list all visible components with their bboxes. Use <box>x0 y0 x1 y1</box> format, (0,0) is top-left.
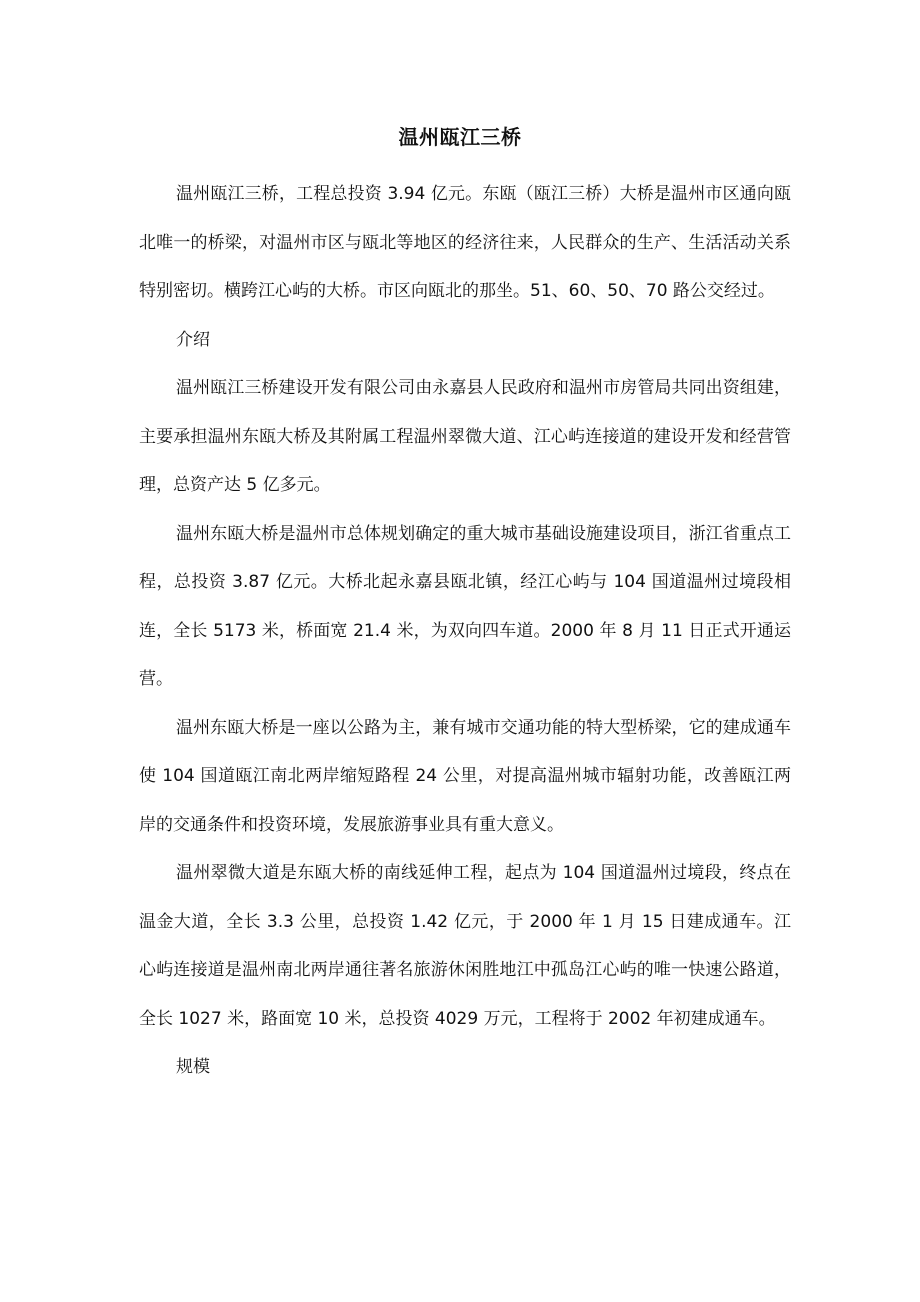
section-heading-scale: 规模 <box>176 1057 210 1077</box>
paragraph-overview: 温州瓯江三桥，工程总投资 3.94 亿元。东瓯（瓯江三桥）大桥是温州市区通向瓯北唯一的桥梁，对温州市区与瓯北等地区的经济往来，人民群众的生产、生活活动关系特别密切。横跨江心屿的大桥。市区向瓯北的那坐。51、60、50、70 路公交经过。 <box>139 184 791 301</box>
paragraph-bridge-significance: 温州东瓯大桥是一座以公路为主，兼有城市交通功能的特大型桥梁，它的建成通车使 104 国道瓯江南北两岸缩短路程 24 公里，对提高温州城市辐射功能，改善瓯江两岸的交通条件和投资环境，发展旅游事业具有重大意义。 <box>139 717 791 835</box>
paragraph-cuiwei-avenue: 温州翠微大道是东瓯大桥的南线延伸工程，起点为 104 国道温州过境段，终点在温金大道，全长 3.3 公里，总投资 1.42 亿元，于 2000 年 1 月 15 日建成通车。江心屿连接道是温州南北两岸通往著名旅游休闲胜地江中孤岛江心屿的唯一快速公路道，全长 1027 米，路面宽 10 米，总投资 4029 万元，工程将于 2002 年初建成通车。 <box>139 863 791 1029</box>
section-heading-introduction: 介绍 <box>176 329 210 350</box>
document-body <box>139 170 791 1092</box>
document-title: 温州瓯江三桥 <box>398 125 522 149</box>
paragraph-company: 温州瓯江三桥建设开发有限公司由永嘉县人民政府和温州市房管局共同出资组建，主要承担温州东瓯大桥及其附属工程温州翠微大道、江心屿连接道的建设开发和经营管理，总资产达 5 亿多元。 <box>139 378 791 495</box>
paragraph-bridge-project: 温州东瓯大桥是温州市总体规划确定的重大城市基础设施建设项目，浙江省重点工程，总投资 3.87 亿元。大桥北起永嘉县瓯北镇，经江心屿与 104 国道温州过境段相连，全长 5173 米，桥面宽 21.4 米，为双向四车道。2000 年 8 月 11 日正式开通运营。 <box>139 523 791 689</box>
